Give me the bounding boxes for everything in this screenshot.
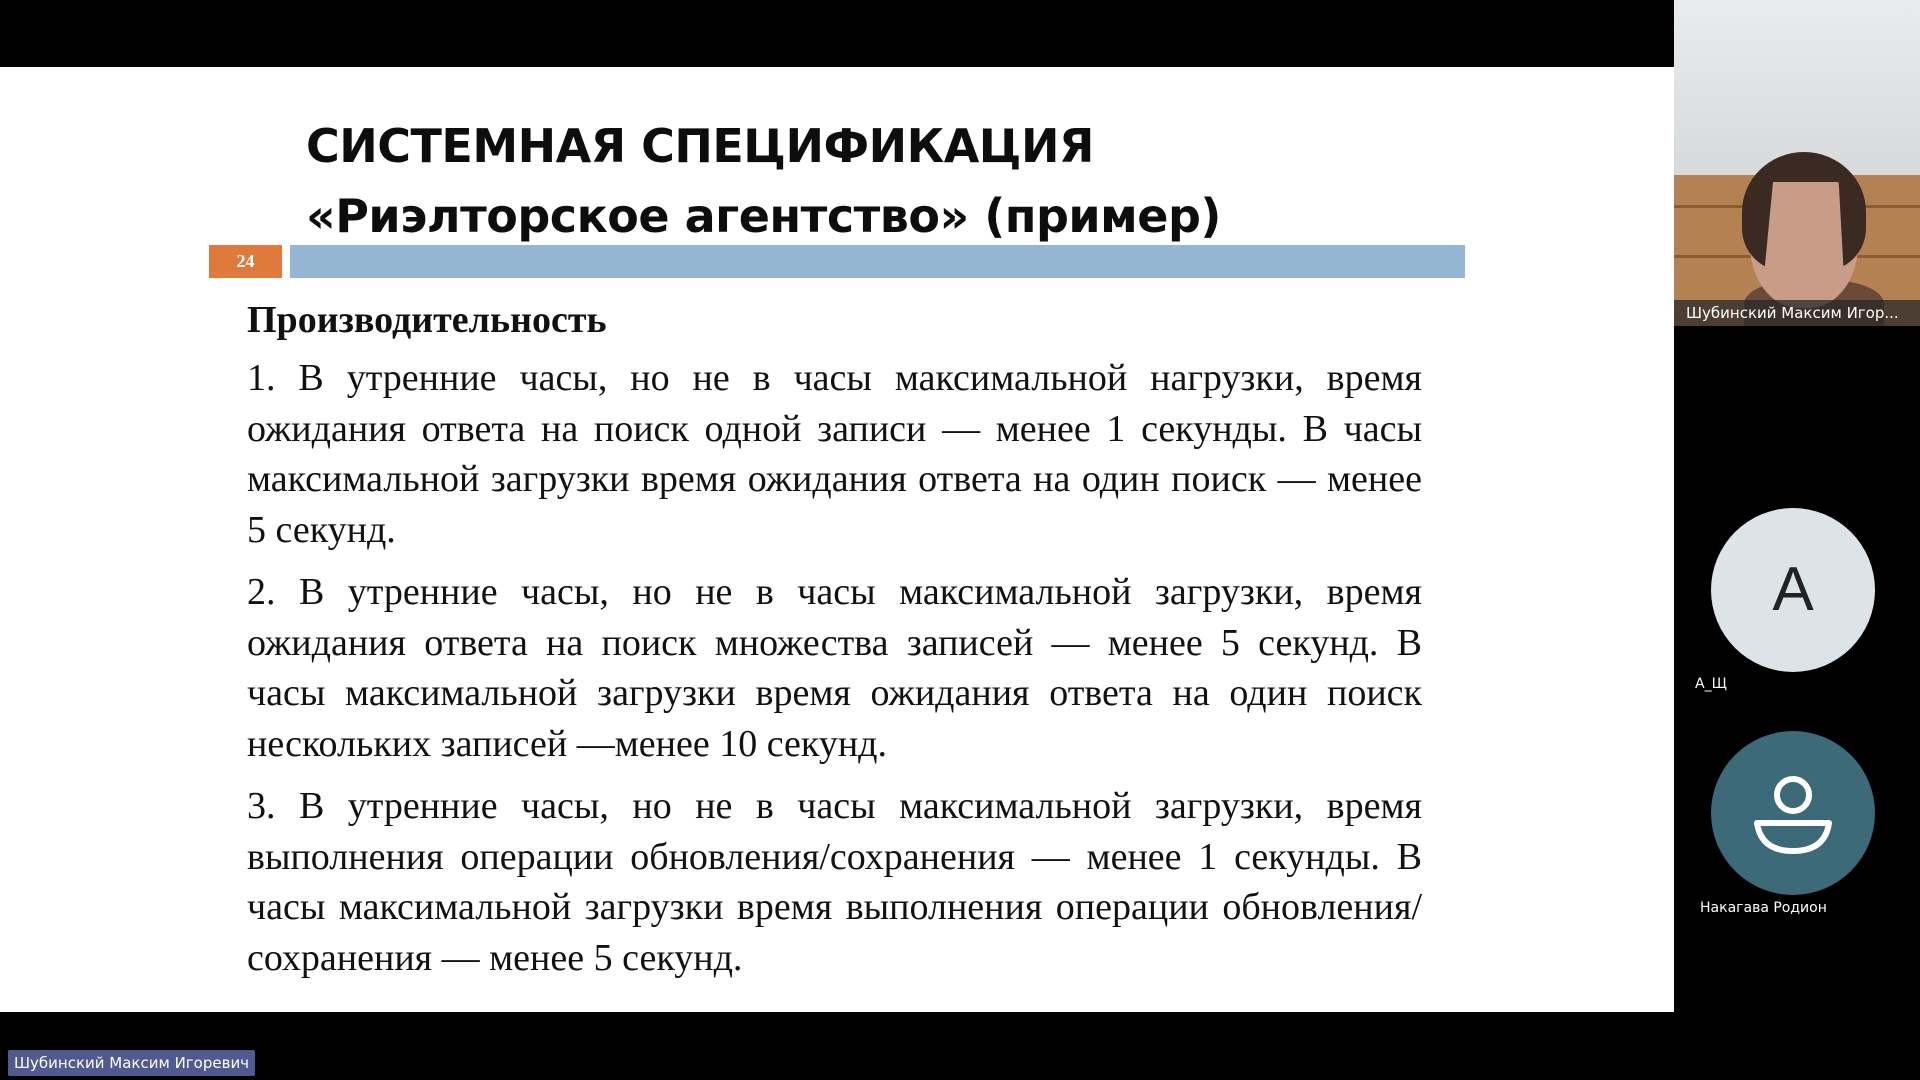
person-icon [1711, 731, 1875, 895]
shared-slide [0, 67, 1674, 1012]
participant-name-b: Накагава Родион [1700, 900, 1827, 916]
participant-avatar-a[interactable]: А [1711, 508, 1875, 672]
participant-avatar-b[interactable] [1711, 731, 1875, 895]
slide-title [306, 111, 1506, 251]
slide-title-line-1: СИСТЕМНАЯ СПЕЦИФИКАЦИЯ [306, 119, 1094, 173]
slide-title-line-2: «Риэлторское агентство» (пример) [306, 189, 1221, 243]
participant-name-a: А_Щ [1695, 676, 1727, 692]
title-decor-bar [290, 245, 1465, 278]
section-heading: Производительность [247, 299, 607, 341]
active-speaker-label: Шубинский Максим Игоревич [8, 1050, 255, 1076]
slide-body [247, 295, 1422, 995]
participant-video-tile[interactable] [1674, 0, 1920, 326]
video-name-tag: Шубинский Максим Игор... [1674, 300, 1920, 326]
requirement-paragraph-3: 3. В утренние часы, но не в часы максимальной загрузки, время выполнения операции обновления/сохранения — менее 1 секунды. В часы максимальной загрузки время выполнения операции обновления/сохранения — менее 5 секунд. [247, 785, 1422, 979]
requirement-paragraph-1: 1. В утренние часы, но не в часы максимальной нагрузки, время ожидания ответа на поиск одной записи — менее 1 секунды. В часы максимальной загрузки время ожидания ответа на один поиск — менее 5 секунд. [247, 357, 1422, 551]
requirement-paragraph-2: 2. В утренние часы, но не в часы максимальной загрузки, время ожидания ответа на поиск множества записей — менее 5 секунд. В часы максимальной загрузки время ожидания ответа на один поиск нескольких записей —менее 10 секунд. [247, 571, 1422, 765]
slide-number: 24 [209, 245, 282, 278]
